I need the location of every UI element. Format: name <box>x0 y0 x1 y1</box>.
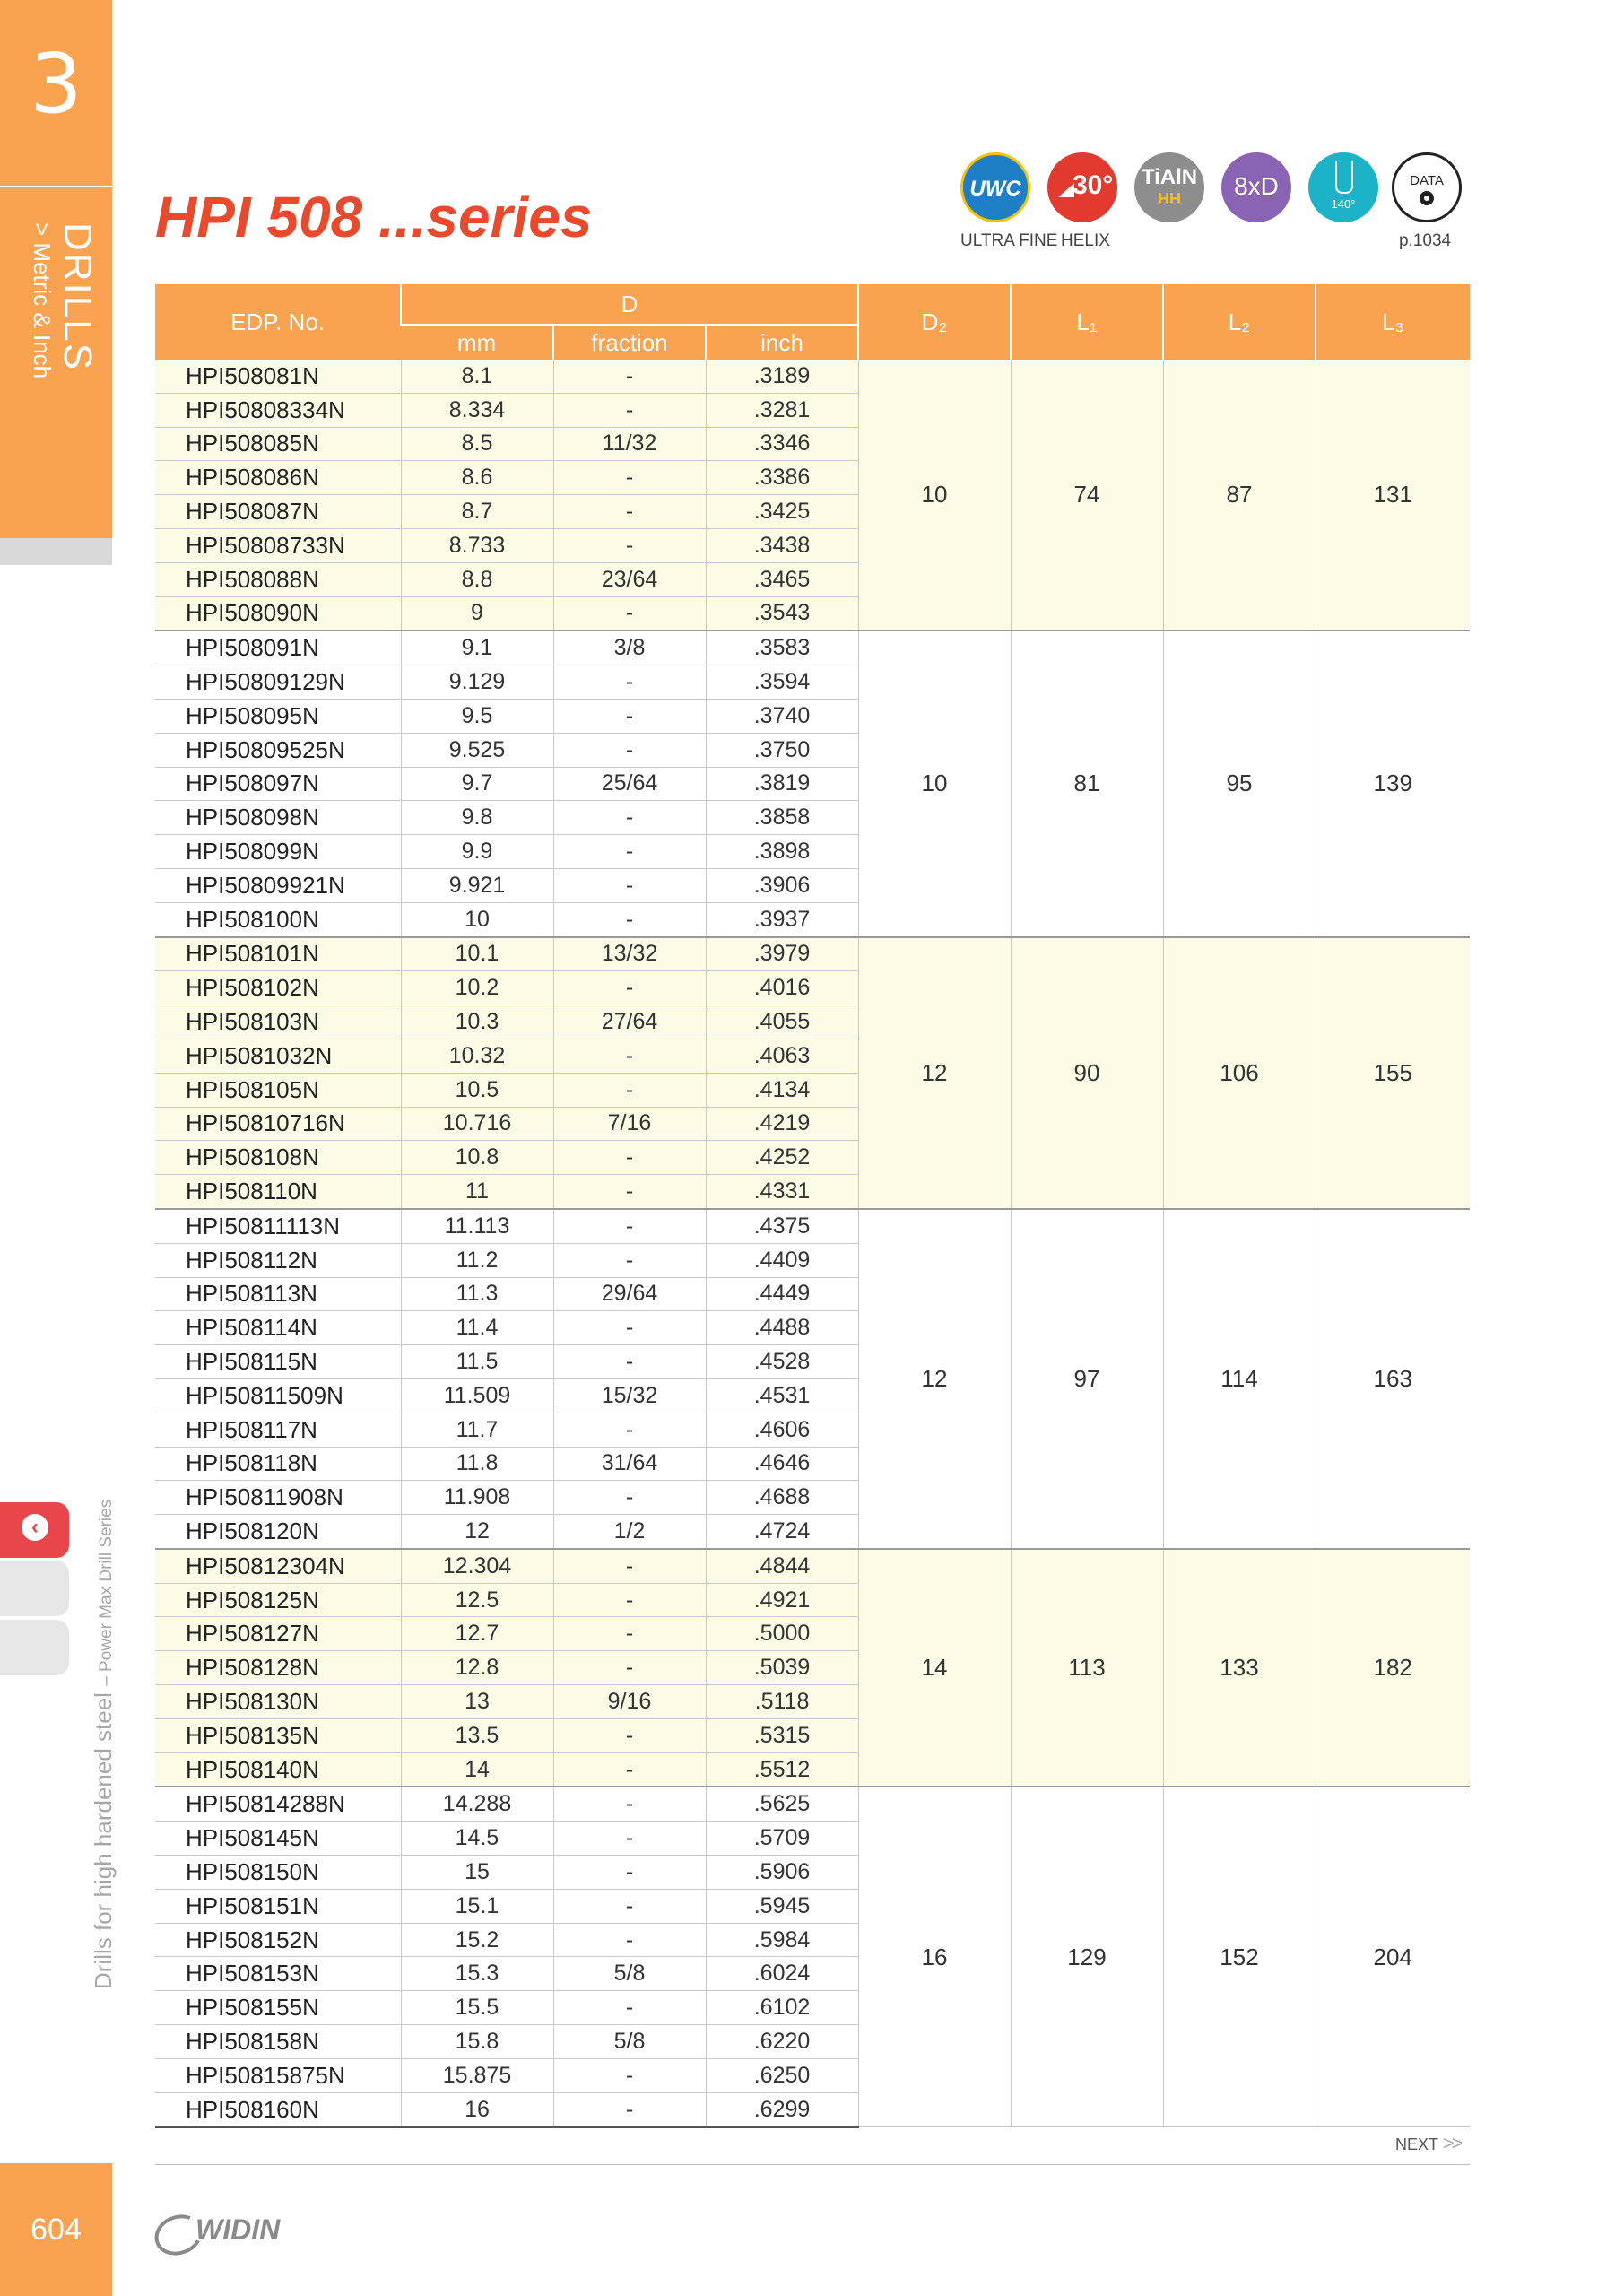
edp-cell: HPI508081N <box>155 360 401 393</box>
fraction-cell: 9/16 <box>553 1685 706 1719</box>
mm-cell: 10.2 <box>401 971 553 1005</box>
inch-cell: .3906 <box>706 868 858 902</box>
l1-cell: 129 <box>1011 1787 1163 2126</box>
fraction-cell: - <box>553 495 706 529</box>
fraction-cell: - <box>553 665 706 700</box>
mm-cell: 11.4 <box>401 1311 553 1345</box>
edp-cell: HPI50814288N <box>155 1787 401 1821</box>
mm-cell: 10.1 <box>401 937 553 971</box>
edp-cell: HPI508097N <box>155 767 401 801</box>
edp-cell: HPI508158N <box>155 2025 401 2059</box>
edp-cell: HPI5081032N <box>155 1039 401 1073</box>
inch-cell: .4063 <box>706 1039 858 1073</box>
mm-cell: 9 <box>401 596 553 631</box>
mm-cell: 10.8 <box>401 1141 553 1175</box>
mm-cell: 11.908 <box>401 1481 553 1515</box>
fraction-cell: 31/64 <box>553 1447 706 1481</box>
l2-cell: 106 <box>1163 937 1316 1209</box>
inch-cell: .4134 <box>706 1073 858 1107</box>
section-tab-shadow <box>0 538 112 565</box>
fraction-cell: - <box>553 1141 706 1175</box>
product-table <box>155 284 1470 2128</box>
fraction-cell: 7/16 <box>553 1107 706 1141</box>
fraction-cell: - <box>553 971 706 1005</box>
mm-cell: 8.8 <box>401 562 553 596</box>
back-tab[interactable] <box>0 1502 69 1558</box>
coating-icon: TiAlN HH <box>1134 152 1204 222</box>
edp-cell: HPI508135N <box>155 1718 401 1752</box>
table-row <box>155 1787 1470 1821</box>
fraction-cell: - <box>553 1549 706 1583</box>
l1-cell: 97 <box>1011 1209 1163 1549</box>
inch-cell: .3740 <box>706 699 858 733</box>
inch-cell: .4375 <box>706 1209 858 1243</box>
inch-cell: .3898 <box>706 835 858 869</box>
fraction-cell: 25/64 <box>553 767 706 801</box>
double-chevron-right-icon: >> <box>1442 2132 1461 2154</box>
page-title: HPI 508 ...series <box>155 185 593 249</box>
edp-cell: HPI50808334N <box>155 393 401 427</box>
mm-cell: 9.921 <box>401 868 553 902</box>
data-page-ref[interactable]: p.1034 <box>1399 231 1452 250</box>
d2-cell: 16 <box>858 1787 1011 2126</box>
brand-logo: WIDIN <box>195 2213 281 2246</box>
inch-cell: .3438 <box>706 528 858 562</box>
subcategory-label: > Metric & Inch <box>29 222 56 379</box>
fraction-cell: - <box>553 868 706 902</box>
header-l2: L₂ <box>1163 284 1316 360</box>
mm-cell: 11.3 <box>401 1277 553 1311</box>
inch-cell: .4606 <box>706 1413 858 1447</box>
edp-cell: HPI50809921N <box>155 868 401 902</box>
page-number: 604 <box>30 2213 82 2247</box>
mm-cell: 10.3 <box>401 1005 553 1039</box>
edp-cell: HPI508125N <box>155 1583 401 1617</box>
inch-cell: .4331 <box>706 1175 858 1209</box>
edp-cell: HPI508152N <box>155 1923 401 1957</box>
fraction-cell: - <box>553 902 706 936</box>
mm-cell: 9.5 <box>401 699 553 733</box>
l3-cell: 163 <box>1316 1209 1470 1549</box>
fraction-cell: - <box>553 1243 706 1277</box>
fraction-cell: - <box>553 1856 706 1890</box>
edp-cell: HPI508105N <box>155 1073 401 1107</box>
header-edp: EDP. No. <box>155 284 401 360</box>
chevron-left-icon: ‹ <box>22 1514 48 1541</box>
edp-cell: HPI50809129N <box>155 665 401 700</box>
edp-cell: HPI508115N <box>155 1345 401 1379</box>
inch-cell: .3819 <box>706 767 858 801</box>
edp-cell: HPI50811509N <box>155 1378 401 1413</box>
inch-cell: .4488 <box>706 1311 858 1345</box>
series-note-small: – Power Max Drill Series <box>97 1499 116 1686</box>
fraction-cell: 5/8 <box>553 1957 706 1991</box>
edp-cell: HPI50815875N <box>155 2058 401 2092</box>
edp-cell: HPI508095N <box>155 699 401 733</box>
section-number: 3 <box>30 36 83 132</box>
header-l3: L₃ <box>1316 284 1470 360</box>
fraction-cell: - <box>553 1175 706 1209</box>
mm-cell: 8.5 <box>401 427 553 461</box>
mm-cell: 11.8 <box>401 1447 553 1481</box>
table-row <box>155 1209 1470 1243</box>
l2-cell: 152 <box>1163 1787 1316 2126</box>
fraction-cell: 27/64 <box>553 1005 706 1039</box>
edp-cell: HPI508103N <box>155 1005 401 1039</box>
edp-cell: HPI508153N <box>155 1957 401 1991</box>
inch-cell: .5625 <box>706 1787 858 1821</box>
mm-cell: 9.1 <box>401 631 553 665</box>
mm-cell: 9.8 <box>401 801 553 835</box>
mm-cell: 11.2 <box>401 1243 553 1277</box>
mm-cell: 15.3 <box>401 1957 553 1991</box>
fraction-cell: - <box>553 1073 706 1107</box>
fraction-cell: - <box>553 699 706 733</box>
inch-cell: .6024 <box>706 1957 858 1991</box>
mm-cell: 15.2 <box>401 1923 553 1957</box>
edp-cell: HPI50808733N <box>155 528 401 562</box>
l1-cell: 90 <box>1011 937 1163 1209</box>
uwc-icon: UWC <box>960 152 1030 222</box>
inch-cell: .3979 <box>706 937 858 971</box>
fraction-cell: - <box>553 1481 706 1515</box>
fraction-cell: - <box>553 360 706 393</box>
fraction-cell: - <box>553 1345 706 1379</box>
mm-cell: 10.5 <box>401 1073 553 1107</box>
d2-cell: 12 <box>858 1209 1011 1549</box>
l2-cell: 114 <box>1163 1209 1316 1549</box>
next-label: NEXT <box>1395 2135 1438 2153</box>
mm-cell: 10.716 <box>401 1107 553 1141</box>
fraction-cell: - <box>553 1583 706 1617</box>
mm-cell: 12.304 <box>401 1549 553 1583</box>
section-tab <box>0 0 112 538</box>
inch-cell: .4921 <box>706 1583 858 1617</box>
uwc-icon-label: ULTRA FINE <box>960 231 1058 250</box>
l1-cell: 113 <box>1011 1549 1163 1787</box>
edp-cell: HPI508090N <box>155 596 401 631</box>
inch-cell: .4449 <box>706 1277 858 1311</box>
inch-cell: .5315 <box>706 1718 858 1752</box>
inch-cell: .5945 <box>706 1889 858 1923</box>
fraction-cell: 23/64 <box>553 562 706 596</box>
inch-cell: .5709 <box>706 1822 858 1856</box>
edp-cell: HPI508108N <box>155 1141 401 1175</box>
fraction-cell: - <box>553 528 706 562</box>
fraction-cell: 3/8 <box>553 631 706 665</box>
edp-cell: HPI50809525N <box>155 733 401 767</box>
header-mm: mm <box>401 325 553 360</box>
inch-cell: .3189 <box>706 360 858 393</box>
fraction-cell: - <box>553 2058 706 2092</box>
fraction-cell: 1/2 <box>553 1515 706 1549</box>
inch-cell: .4844 <box>706 1549 858 1583</box>
edp-cell: HPI508114N <box>155 1311 401 1345</box>
edp-cell: HPI508160N <box>155 2092 401 2127</box>
l3-cell: 155 <box>1316 937 1470 1209</box>
mm-cell: 12.7 <box>401 1617 553 1651</box>
edp-cell: HPI508120N <box>155 1515 401 1549</box>
fraction-cell: - <box>553 801 706 835</box>
fraction-cell: - <box>553 733 706 767</box>
inch-cell: .4219 <box>706 1107 858 1141</box>
edp-cell: HPI50811113N <box>155 1209 401 1243</box>
inch-cell: .3858 <box>706 801 858 835</box>
l1-cell: 81 <box>1011 631 1163 936</box>
edp-cell: HPI508130N <box>155 1685 401 1719</box>
mm-cell: 8.1 <box>401 360 553 393</box>
edp-cell: HPI508118N <box>155 1447 401 1481</box>
d2-cell: 10 <box>858 631 1011 936</box>
inch-cell: .4409 <box>706 1243 858 1277</box>
fraction-cell: - <box>553 1822 706 1856</box>
inch-cell: .5984 <box>706 1923 858 1957</box>
inch-cell: .4055 <box>706 1005 858 1039</box>
fraction-cell: - <box>553 1311 706 1345</box>
edp-cell: HPI508102N <box>155 971 401 1005</box>
edp-cell: HPI508127N <box>155 1617 401 1651</box>
edp-cell: HPI508117N <box>155 1413 401 1447</box>
mm-cell: 11 <box>401 1175 553 1209</box>
mm-cell: 13.5 <box>401 1718 553 1752</box>
fraction-cell: 5/8 <box>553 2025 706 2059</box>
header-d: D <box>401 284 858 325</box>
l1-cell: 74 <box>1011 360 1163 631</box>
category-label: DRILLS <box>56 222 100 372</box>
l3-cell: 204 <box>1316 1787 1470 2126</box>
inch-cell: .4016 <box>706 971 858 1005</box>
inch-cell: .3543 <box>706 596 858 631</box>
fraction-cell: - <box>553 1413 706 1447</box>
fraction-cell: - <box>553 1889 706 1923</box>
edp-cell: HPI508128N <box>155 1651 401 1685</box>
mm-cell: 11.113 <box>401 1209 553 1243</box>
fraction-cell: - <box>553 1991 706 2025</box>
mm-cell: 15.5 <box>401 1991 553 2025</box>
section-labels <box>18 222 99 509</box>
inch-cell: .4531 <box>706 1378 858 1413</box>
l3-cell: 182 <box>1316 1549 1470 1787</box>
mm-cell: 9.129 <box>401 665 553 700</box>
side-tab-2[interactable] <box>0 1561 69 1616</box>
header-inch: inch <box>706 325 858 360</box>
header-d2: D₂ <box>858 284 1011 360</box>
edp-cell: HPI50811908N <box>155 1481 401 1515</box>
edp-cell: HPI50810716N <box>155 1107 401 1141</box>
mm-cell: 9.7 <box>401 767 553 801</box>
table-row <box>155 1549 1470 1583</box>
mm-cell: 11.5 <box>401 1345 553 1379</box>
fraction-cell: - <box>553 1651 706 1685</box>
edp-cell: HPI508145N <box>155 1822 401 1856</box>
data-wrench-icon[interactable]: DATA <box>1392 152 1462 222</box>
mm-cell: 10.32 <box>401 1039 553 1073</box>
d2-cell: 12 <box>858 937 1011 1209</box>
side-tab-3[interactable] <box>0 1620 69 1675</box>
fraction-cell: - <box>553 835 706 869</box>
edp-cell: HPI508140N <box>155 1752 401 1787</box>
edp-cell: HPI508113N <box>155 1277 401 1311</box>
inch-cell: .3386 <box>706 461 858 495</box>
edp-cell: HPI508099N <box>155 835 401 869</box>
inch-cell: .5512 <box>706 1752 858 1787</box>
inch-cell: .3281 <box>706 393 858 427</box>
mm-cell: 14.288 <box>401 1787 553 1821</box>
point-angle-icon: 140° <box>1308 152 1378 222</box>
section-divider <box>0 186 112 187</box>
edp-cell: HPI508085N <box>155 427 401 461</box>
edp-cell: HPI508101N <box>155 937 401 971</box>
inch-cell: .5039 <box>706 1651 858 1685</box>
mm-cell: 14 <box>401 1752 553 1787</box>
edp-cell: HPI508087N <box>155 495 401 529</box>
mm-cell: 15 <box>401 1856 553 1890</box>
helix-icon: 30° <box>1047 152 1117 222</box>
fraction-cell: 11/32 <box>553 427 706 461</box>
l3-cell: 139 <box>1316 631 1470 936</box>
length-ratio-icon: 8xD <box>1221 152 1291 222</box>
mm-cell: 8.334 <box>401 393 553 427</box>
mm-cell: 14.5 <box>401 1822 553 1856</box>
fraction-cell: - <box>553 1718 706 1752</box>
mm-cell: 12 <box>401 1515 553 1549</box>
edp-cell: HPI508100N <box>155 902 401 936</box>
inch-cell: .3346 <box>706 427 858 461</box>
series-note-main: Drills for high hardened steel <box>90 1692 117 1989</box>
table-row <box>155 937 1470 971</box>
fraction-cell: - <box>553 1923 706 1957</box>
header-l1: L₁ <box>1011 284 1163 360</box>
inch-cell: .3594 <box>706 665 858 700</box>
helix-icon-label: HELIX <box>1061 231 1110 250</box>
inch-cell: .3583 <box>706 631 858 665</box>
fraction-cell: - <box>553 596 706 631</box>
mm-cell: 8.733 <box>401 528 553 562</box>
inch-cell: .4646 <box>706 1447 858 1481</box>
inch-cell: .5000 <box>706 1617 858 1651</box>
mm-cell: 15.8 <box>401 2025 553 2059</box>
fraction-cell: - <box>553 1617 706 1651</box>
edp-cell: HPI50812304N <box>155 1549 401 1583</box>
footer-divider <box>155 2164 1470 2165</box>
mm-cell: 12.5 <box>401 1583 553 1617</box>
edp-cell: HPI508110N <box>155 1175 401 1209</box>
mm-cell: 10 <box>401 902 553 936</box>
mm-cell: 15.1 <box>401 1889 553 1923</box>
mm-cell: 9.525 <box>401 733 553 767</box>
mm-cell: 8.6 <box>401 461 553 495</box>
inch-cell: .6299 <box>706 2092 858 2127</box>
fraction-cell: - <box>553 1787 706 1821</box>
mm-cell: 15.875 <box>401 2058 553 2092</box>
edp-cell: HPI508151N <box>155 1889 401 1923</box>
edp-cell: HPI508088N <box>155 562 401 596</box>
edp-cell: HPI508086N <box>155 461 401 495</box>
edp-cell: HPI508150N <box>155 1856 401 1890</box>
inch-cell: .3750 <box>706 733 858 767</box>
inch-cell: .4252 <box>706 1141 858 1175</box>
mm-cell: 8.7 <box>401 495 553 529</box>
fraction-cell: - <box>553 2092 706 2127</box>
l3-cell: 131 <box>1316 360 1470 631</box>
series-note <box>90 1500 117 1989</box>
inch-cell: .3465 <box>706 562 858 596</box>
inch-cell: .4528 <box>706 1345 858 1379</box>
inch-cell: .5906 <box>706 1856 858 1890</box>
inch-cell: .6220 <box>706 2025 858 2059</box>
d2-cell: 14 <box>858 1549 1011 1787</box>
inch-cell: .4724 <box>706 1515 858 1549</box>
mm-cell: 11.509 <box>401 1378 553 1413</box>
l2-cell: 87 <box>1163 360 1316 631</box>
inch-cell: .6250 <box>706 2058 858 2092</box>
fraction-cell: - <box>553 1752 706 1787</box>
mm-cell: 9.9 <box>401 835 553 869</box>
fraction-cell: 13/32 <box>553 937 706 971</box>
header-fraction: fraction <box>553 325 706 360</box>
d2-cell: 10 <box>858 360 1011 631</box>
edp-cell: HPI508091N <box>155 631 401 665</box>
fraction-cell: - <box>553 393 706 427</box>
inch-cell: .4688 <box>706 1481 858 1515</box>
mm-cell: 12.8 <box>401 1651 553 1685</box>
fraction-cell: - <box>553 1039 706 1073</box>
edp-cell: HPI508155N <box>155 1991 401 2025</box>
table-body <box>155 360 1470 2127</box>
inch-cell: .6102 <box>706 1991 858 2025</box>
table-row <box>155 631 1470 665</box>
fraction-cell: - <box>553 1209 706 1243</box>
fraction-cell: - <box>553 461 706 495</box>
l2-cell: 95 <box>1163 631 1316 936</box>
mm-cell: 13 <box>401 1685 553 1719</box>
table-row <box>155 360 1470 393</box>
edp-cell: HPI508112N <box>155 1243 401 1277</box>
fraction-cell: 15/32 <box>553 1378 706 1413</box>
next-page-link[interactable] <box>1395 2132 1460 2155</box>
inch-cell: .5118 <box>706 1685 858 1719</box>
inch-cell: .3425 <box>706 495 858 529</box>
edp-cell: HPI508098N <box>155 801 401 835</box>
mm-cell: 16 <box>401 2092 553 2127</box>
inch-cell: .3937 <box>706 902 858 936</box>
mm-cell: 11.7 <box>401 1413 553 1447</box>
fraction-cell: 29/64 <box>553 1277 706 1311</box>
l2-cell: 133 <box>1163 1549 1316 1787</box>
